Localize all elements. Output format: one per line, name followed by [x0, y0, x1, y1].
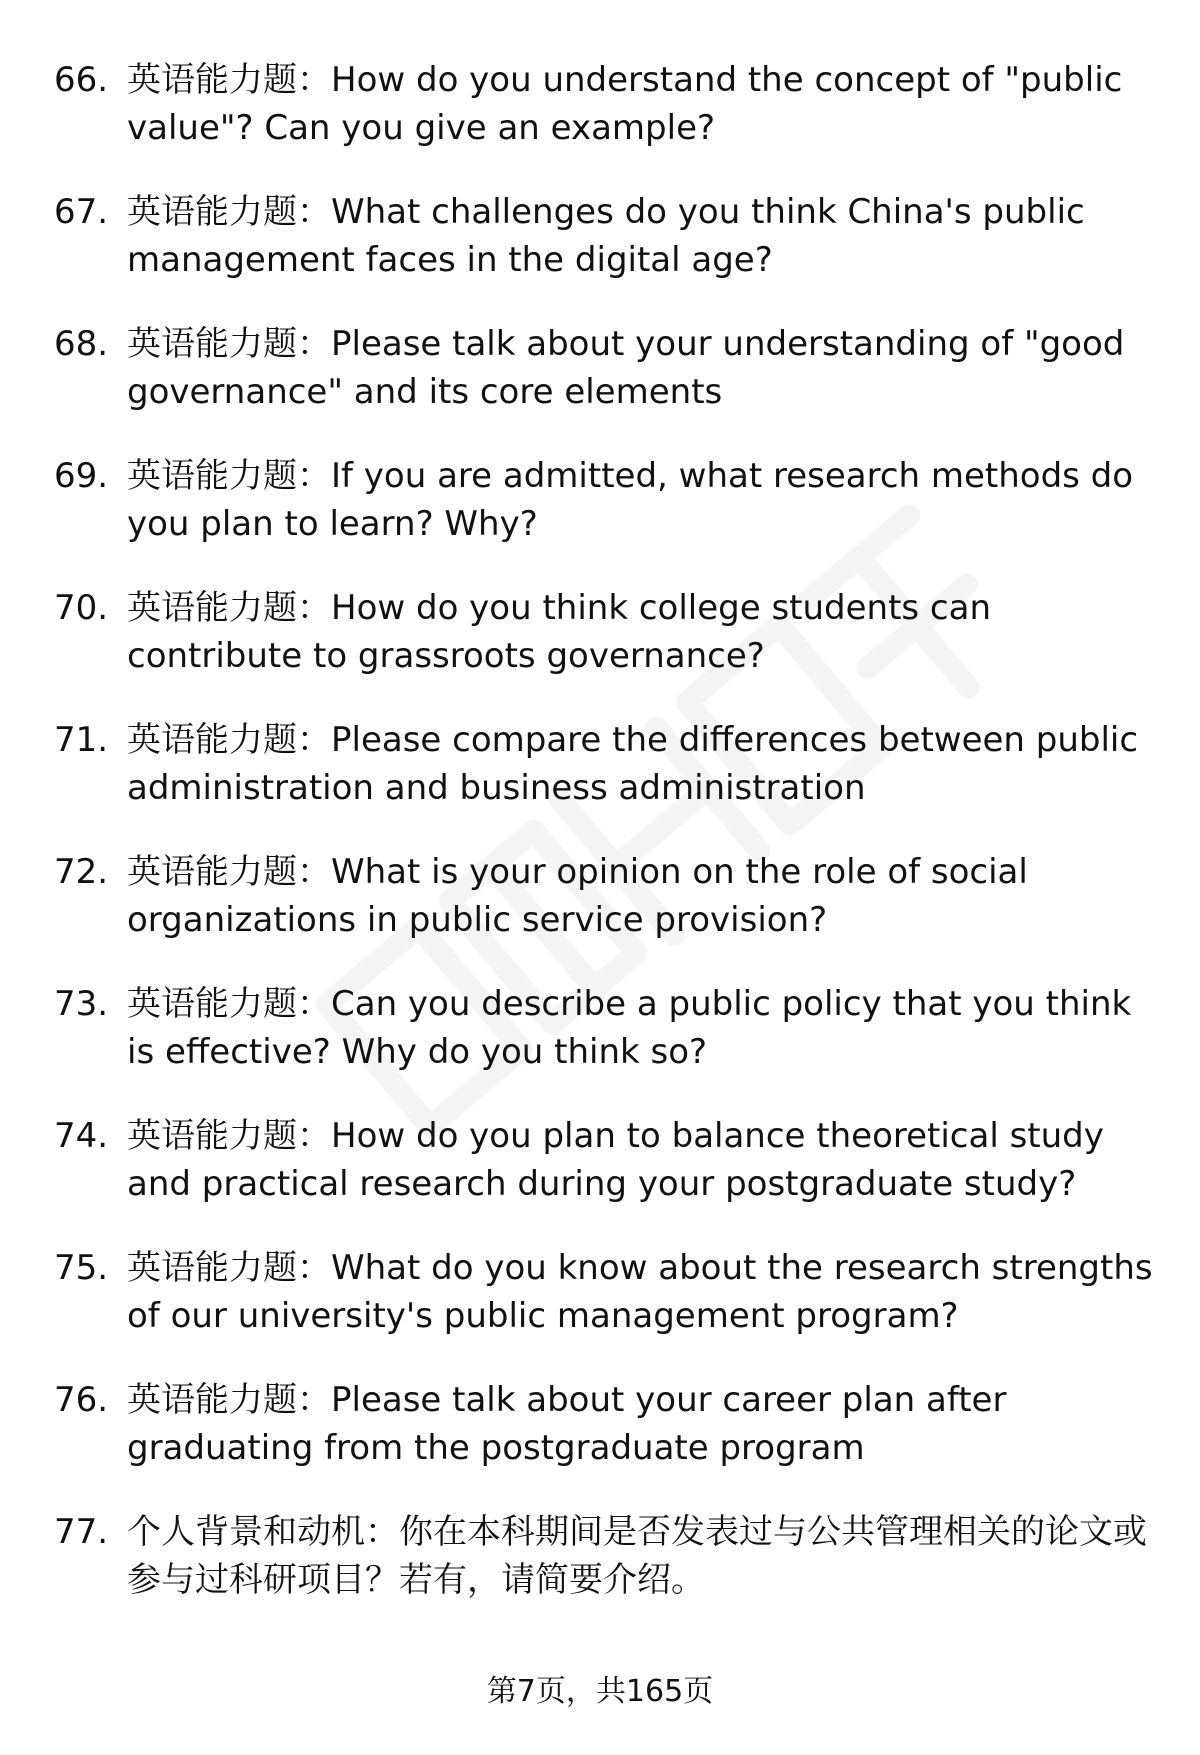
question-number: 69. [54, 456, 109, 496]
question-item [0, 584, 1200, 716]
question-list [0, 56, 1200, 1640]
question-number: 71. [54, 720, 109, 760]
question-number: 72. [54, 852, 109, 892]
question-text: 英语能力题：If you are admitted, what research methods do you plan to learn? Why? [127, 456, 1134, 544]
question-text: 英语能力题：How do you understand the concept of "public value"? Can you give an example? [127, 60, 1123, 148]
question-item [0, 980, 1200, 1112]
question-text: 英语能力题：Please talk about your career plan after graduating from the postgraduate program [127, 1380, 1007, 1468]
question-item [0, 188, 1200, 320]
question-item [0, 716, 1200, 848]
page-footer: 第7页，共165页 [486, 1674, 714, 1709]
question-number: 74. [54, 1116, 109, 1156]
question-number: 76. [54, 1380, 109, 1420]
question-item [0, 1112, 1200, 1244]
question-text: 英语能力题：What is your opinion on the role of social organizations in public service provision? [127, 852, 1028, 940]
question-text: 英语能力题：How do you think college students can contribute to grassroots governance? [127, 588, 992, 676]
question-number: 73. [54, 984, 109, 1024]
question-number: 66. [54, 60, 109, 100]
question-text: 英语能力题：What do you know about the research strengths of our university's public management program? [127, 1248, 1153, 1336]
question-item [0, 56, 1200, 188]
question-text: 英语能力题：What challenges do you think China's public management faces in the digital age? [127, 192, 1085, 280]
question-number: 77. [54, 1512, 109, 1552]
question-text: 英语能力题：Can you describe a public policy that you think is effective? Why do you think so? [127, 984, 1132, 1072]
question-text: 个人背景和动机：你在本科期间是否发表过与公共管理相关的论文或参与过科研项目？若有，请简要介绍。 [127, 1512, 1147, 1600]
question-text: 英语能力题：Please talk about your understanding of "good governance" and its core elements [127, 324, 1125, 412]
question-item [0, 452, 1200, 584]
question-number: 67. [54, 192, 109, 232]
question-item [0, 848, 1200, 980]
question-text: 英语能力题：How do you plan to balance theoretical study and practical research during your postgraduate study? [127, 1116, 1104, 1204]
question-item [0, 1244, 1200, 1376]
question-number: 70. [54, 588, 109, 628]
question-number: 75. [54, 1248, 109, 1288]
question-number: 68. [54, 324, 109, 364]
question-item [0, 320, 1200, 452]
question-item [0, 1508, 1200, 1640]
question-text: 英语能力题：Please compare the differences between public administration and business administration [127, 720, 1139, 808]
question-item [0, 1376, 1200, 1508]
